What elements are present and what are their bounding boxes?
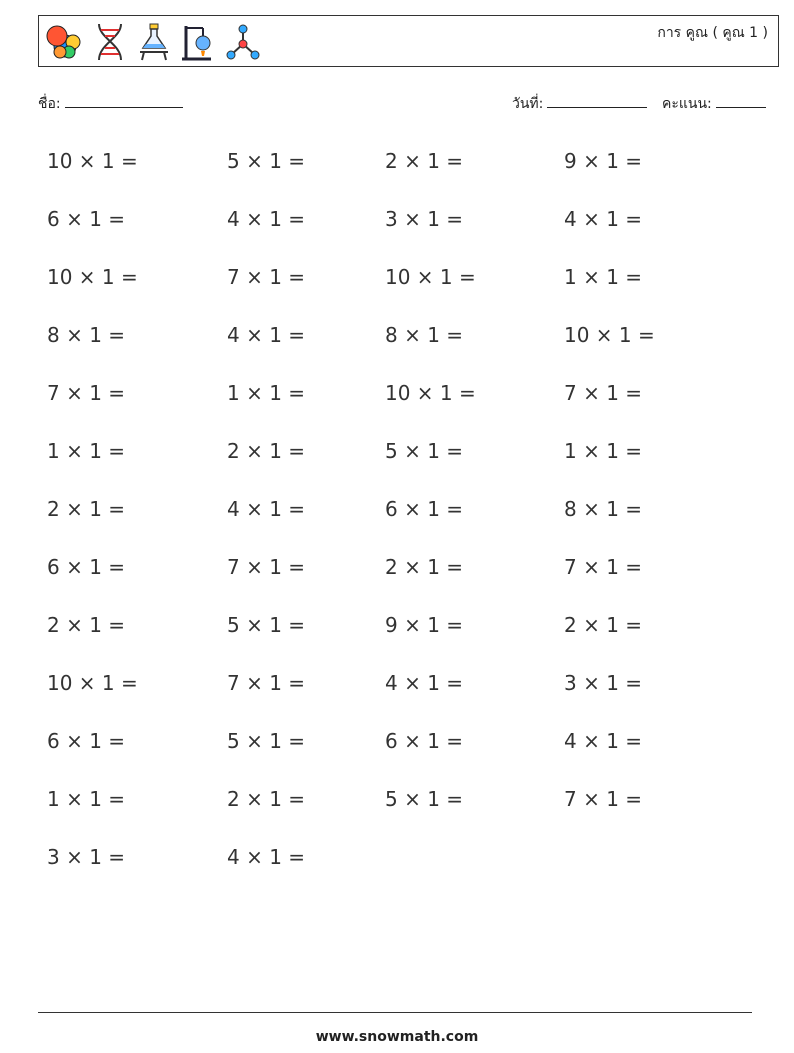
header-icons [43, 20, 261, 64]
problem-item: 5 × 1 = [227, 613, 306, 637]
footer-divider [38, 1012, 752, 1013]
problem-item: 1 × 1 = [47, 439, 126, 463]
problem-item: 2 × 1 = [47, 613, 126, 637]
problem-item: 2 × 1 = [564, 613, 643, 637]
problem-item: 2 × 1 = [227, 787, 306, 811]
problem-item: 7 × 1 = [227, 555, 306, 579]
problem-item: 4 × 1 = [385, 671, 464, 695]
worksheet-title: การ คูณ ( คูณ 1 ) [657, 25, 768, 41]
problem-item: 3 × 1 = [385, 207, 464, 231]
retort-stand-icon [181, 22, 215, 62]
date-label: วันที่: [512, 96, 544, 112]
name-blank[interactable] [65, 93, 183, 108]
problem-item: 4 × 1 = [564, 207, 643, 231]
problem-item: 5 × 1 = [227, 729, 306, 753]
problem-item: 8 × 1 = [385, 323, 464, 347]
problem-item: 10 × 1 = [385, 381, 476, 405]
problem-item: 6 × 1 = [385, 729, 464, 753]
worksheet-header [38, 15, 779, 67]
problem-item: 3 × 1 = [564, 671, 643, 695]
problem-item: 7 × 1 = [227, 671, 306, 695]
problem-item: 10 × 1 = [47, 149, 138, 173]
problem-item: 8 × 1 = [47, 323, 126, 347]
problem-item: 10 × 1 = [47, 265, 138, 289]
problem-item: 5 × 1 = [385, 439, 464, 463]
problem-item: 1 × 1 = [564, 265, 643, 289]
problem-item: 10 × 1 = [385, 265, 476, 289]
problem-item: 7 × 1 = [564, 381, 643, 405]
score-field [662, 93, 766, 115]
problem-item: 7 × 1 = [227, 265, 306, 289]
problem-item: 10 × 1 = [47, 671, 138, 695]
footer-website: www.snowmath.com [315, 1029, 479, 1045]
dna-icon [93, 22, 127, 62]
score-label: คะแนน: [662, 96, 712, 112]
problem-item: 4 × 1 = [227, 497, 306, 521]
problem-item: 10 × 1 = [564, 323, 655, 347]
problem-item: 2 × 1 = [47, 497, 126, 521]
problem-item: 3 × 1 = [47, 845, 126, 869]
date-blank[interactable] [547, 93, 647, 108]
problem-item: 6 × 1 = [47, 207, 126, 231]
molecule-structure-icon [225, 22, 261, 62]
problem-item: 6 × 1 = [385, 497, 464, 521]
problem-item: 4 × 1 = [564, 729, 643, 753]
score-blank[interactable] [716, 93, 766, 108]
problem-item: 5 × 1 = [227, 149, 306, 173]
problem-item: 8 × 1 = [564, 497, 643, 521]
problem-item: 4 × 1 = [227, 845, 306, 869]
molecule-balls-icon [43, 22, 83, 62]
problem-item: 6 × 1 = [47, 555, 126, 579]
problem-item: 9 × 1 = [385, 613, 464, 637]
problem-item: 7 × 1 = [564, 555, 643, 579]
problem-item: 4 × 1 = [227, 323, 306, 347]
problem-item: 2 × 1 = [385, 555, 464, 579]
problem-item: 7 × 1 = [564, 787, 643, 811]
problem-item: 2 × 1 = [227, 439, 306, 463]
problem-item: 4 × 1 = [227, 207, 306, 231]
problem-item: 5 × 1 = [385, 787, 464, 811]
name-field [38, 93, 183, 115]
problem-item: 7 × 1 = [47, 381, 126, 405]
problem-item: 1 × 1 = [227, 381, 306, 405]
problem-grid [47, 147, 724, 901]
problem-item: 1 × 1 = [564, 439, 643, 463]
problem-item: 9 × 1 = [564, 149, 643, 173]
name-label: ชื่อ: [38, 96, 61, 112]
problem-item: 2 × 1 = [385, 149, 464, 173]
problem-item: 6 × 1 = [47, 729, 126, 753]
flask-stand-icon [137, 22, 171, 62]
date-field [512, 93, 647, 115]
problem-item: 1 × 1 = [47, 787, 126, 811]
